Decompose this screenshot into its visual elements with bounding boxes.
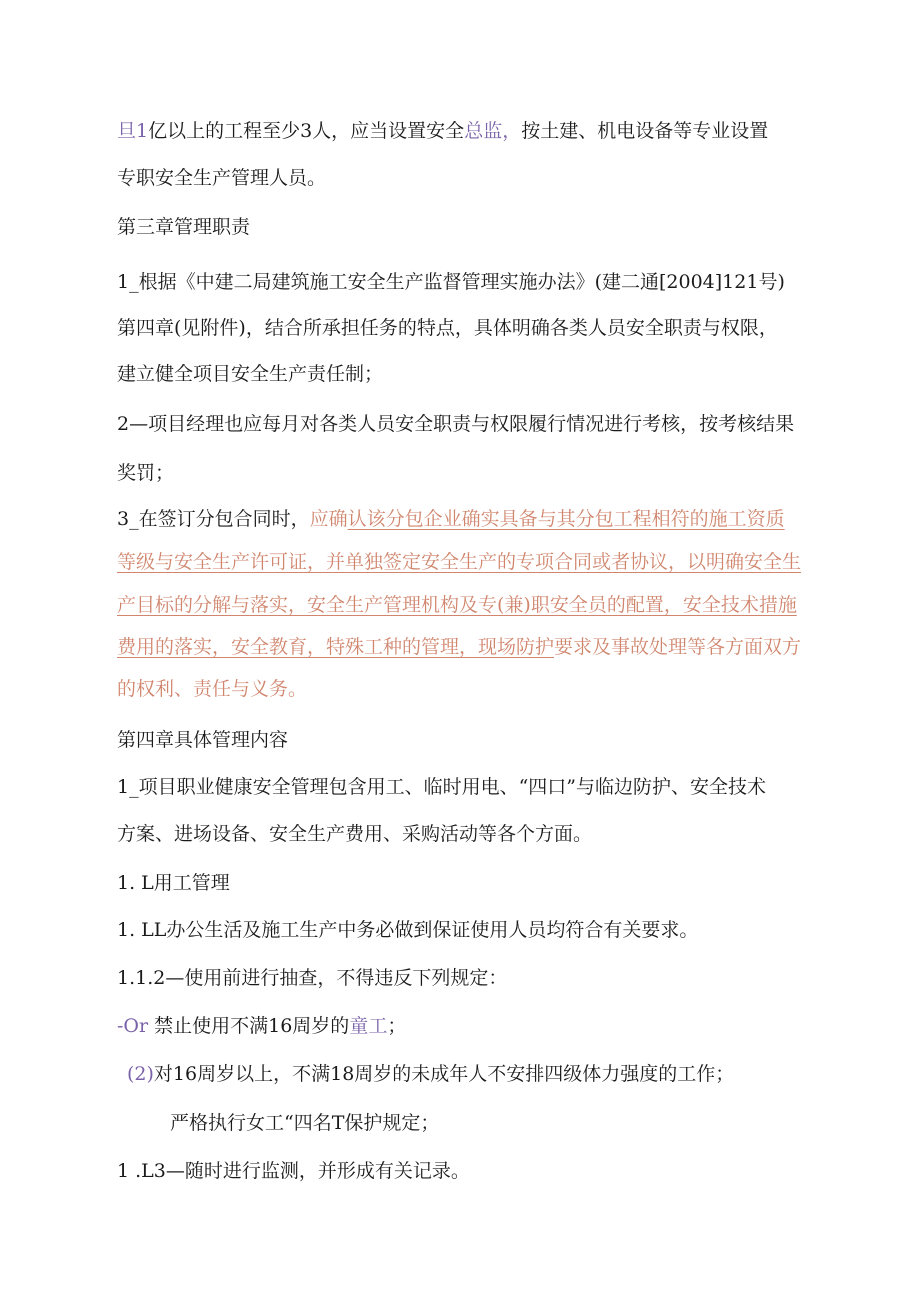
- paragraph-line: 建立健全项目安全生产责任制；: [117, 363, 384, 385]
- text-fragment: 旦1: [117, 120, 149, 142]
- list-item: [117, 1012, 406, 1040]
- tracked-change-text: 认该分包企业确实具备与其分包工程相符的施工资质: [347, 508, 785, 530]
- text-fragment: ；: [387, 1015, 407, 1037]
- paragraph-line: 1_项目职业健康安全管理包含用工、临时用电、“四口”与临边防护、安全技术: [117, 776, 767, 798]
- paragraph-line: 专职安全生产管理人员。: [117, 167, 327, 189]
- paragraph-line: 奖罚；: [117, 462, 175, 484]
- text-fragment: 禁止使用不满16周岁的: [148, 1015, 350, 1037]
- chapter-heading: 第三章管理职责: [117, 216, 251, 238]
- paragraph-line: 1. LL办公生活及施工生产中务必做到保证使用人员均符合有关要求。: [117, 919, 699, 941]
- text-fragment: 按土建、机电设备等专业设置: [521, 120, 769, 142]
- text-fragment: 3_在签订分包合同时，: [117, 508, 310, 530]
- paragraph-line: 第四章(见附件)，结合所承担任务的特点，具体明确各类人员安全职责与权限，: [117, 317, 778, 339]
- paragraph-line: 1.1.2—使用前进行抽查，不得违反下列规定：: [117, 967, 508, 989]
- list-marker: (2): [127, 1063, 154, 1085]
- text-fragment: 应确: [309, 508, 348, 530]
- chapter-heading: 第四章具体管理内容: [117, 729, 289, 751]
- paragraph-line: 的权利、责任与义务。: [117, 678, 308, 700]
- list-item: [127, 1060, 734, 1088]
- text-fragment: 亿以上的工程至少3人，应当设置安全: [148, 120, 465, 142]
- text-fragment: 要求及事故处理等各方面双方: [554, 636, 802, 658]
- paragraph-line: 1_根据《中建二局建筑施工安全生产监督管理实施办法》(建二通[2004]121号): [117, 271, 785, 293]
- text-fragment: 童工: [349, 1015, 388, 1037]
- paragraph-line: [117, 117, 768, 145]
- text-fragment: 对16周岁以上，不满18周岁的未成年人不安排四级体力强度的工作；: [153, 1063, 735, 1085]
- paragraph-line: 2—项目经理也应每月对各类人员安全职责与权限履行情况进行考核，按考核结果: [117, 413, 795, 435]
- tracked-change-text: 费用的落实，安全教育，特殊工种的管理，现场防护: [117, 636, 555, 658]
- tracked-change-text: 等级与安全生产许可证，并单独签定安全生产的专项合同或者协议，以明确安全生: [117, 551, 802, 573]
- tracked-change-text: 产目标的分解与落实，安全生产管理机构及专(兼)职安全员的配置，安全技术措施: [117, 594, 797, 616]
- paragraph-line: 1 .L3—随时进行监测，并形成有关记录。: [117, 1160, 470, 1182]
- paragraph-line: [117, 505, 785, 533]
- list-item: 严格执行女工“四名T保护规定；: [170, 1112, 440, 1134]
- text-fragment: 总监，: [464, 120, 522, 142]
- list-marker: -Or: [117, 1015, 149, 1037]
- section-heading: 1. L用工管理: [117, 872, 230, 894]
- paragraph-line: 方案、进场设备、安全生产费用、采购活动等各个方面。: [117, 823, 593, 845]
- paragraph-line: [117, 633, 801, 661]
